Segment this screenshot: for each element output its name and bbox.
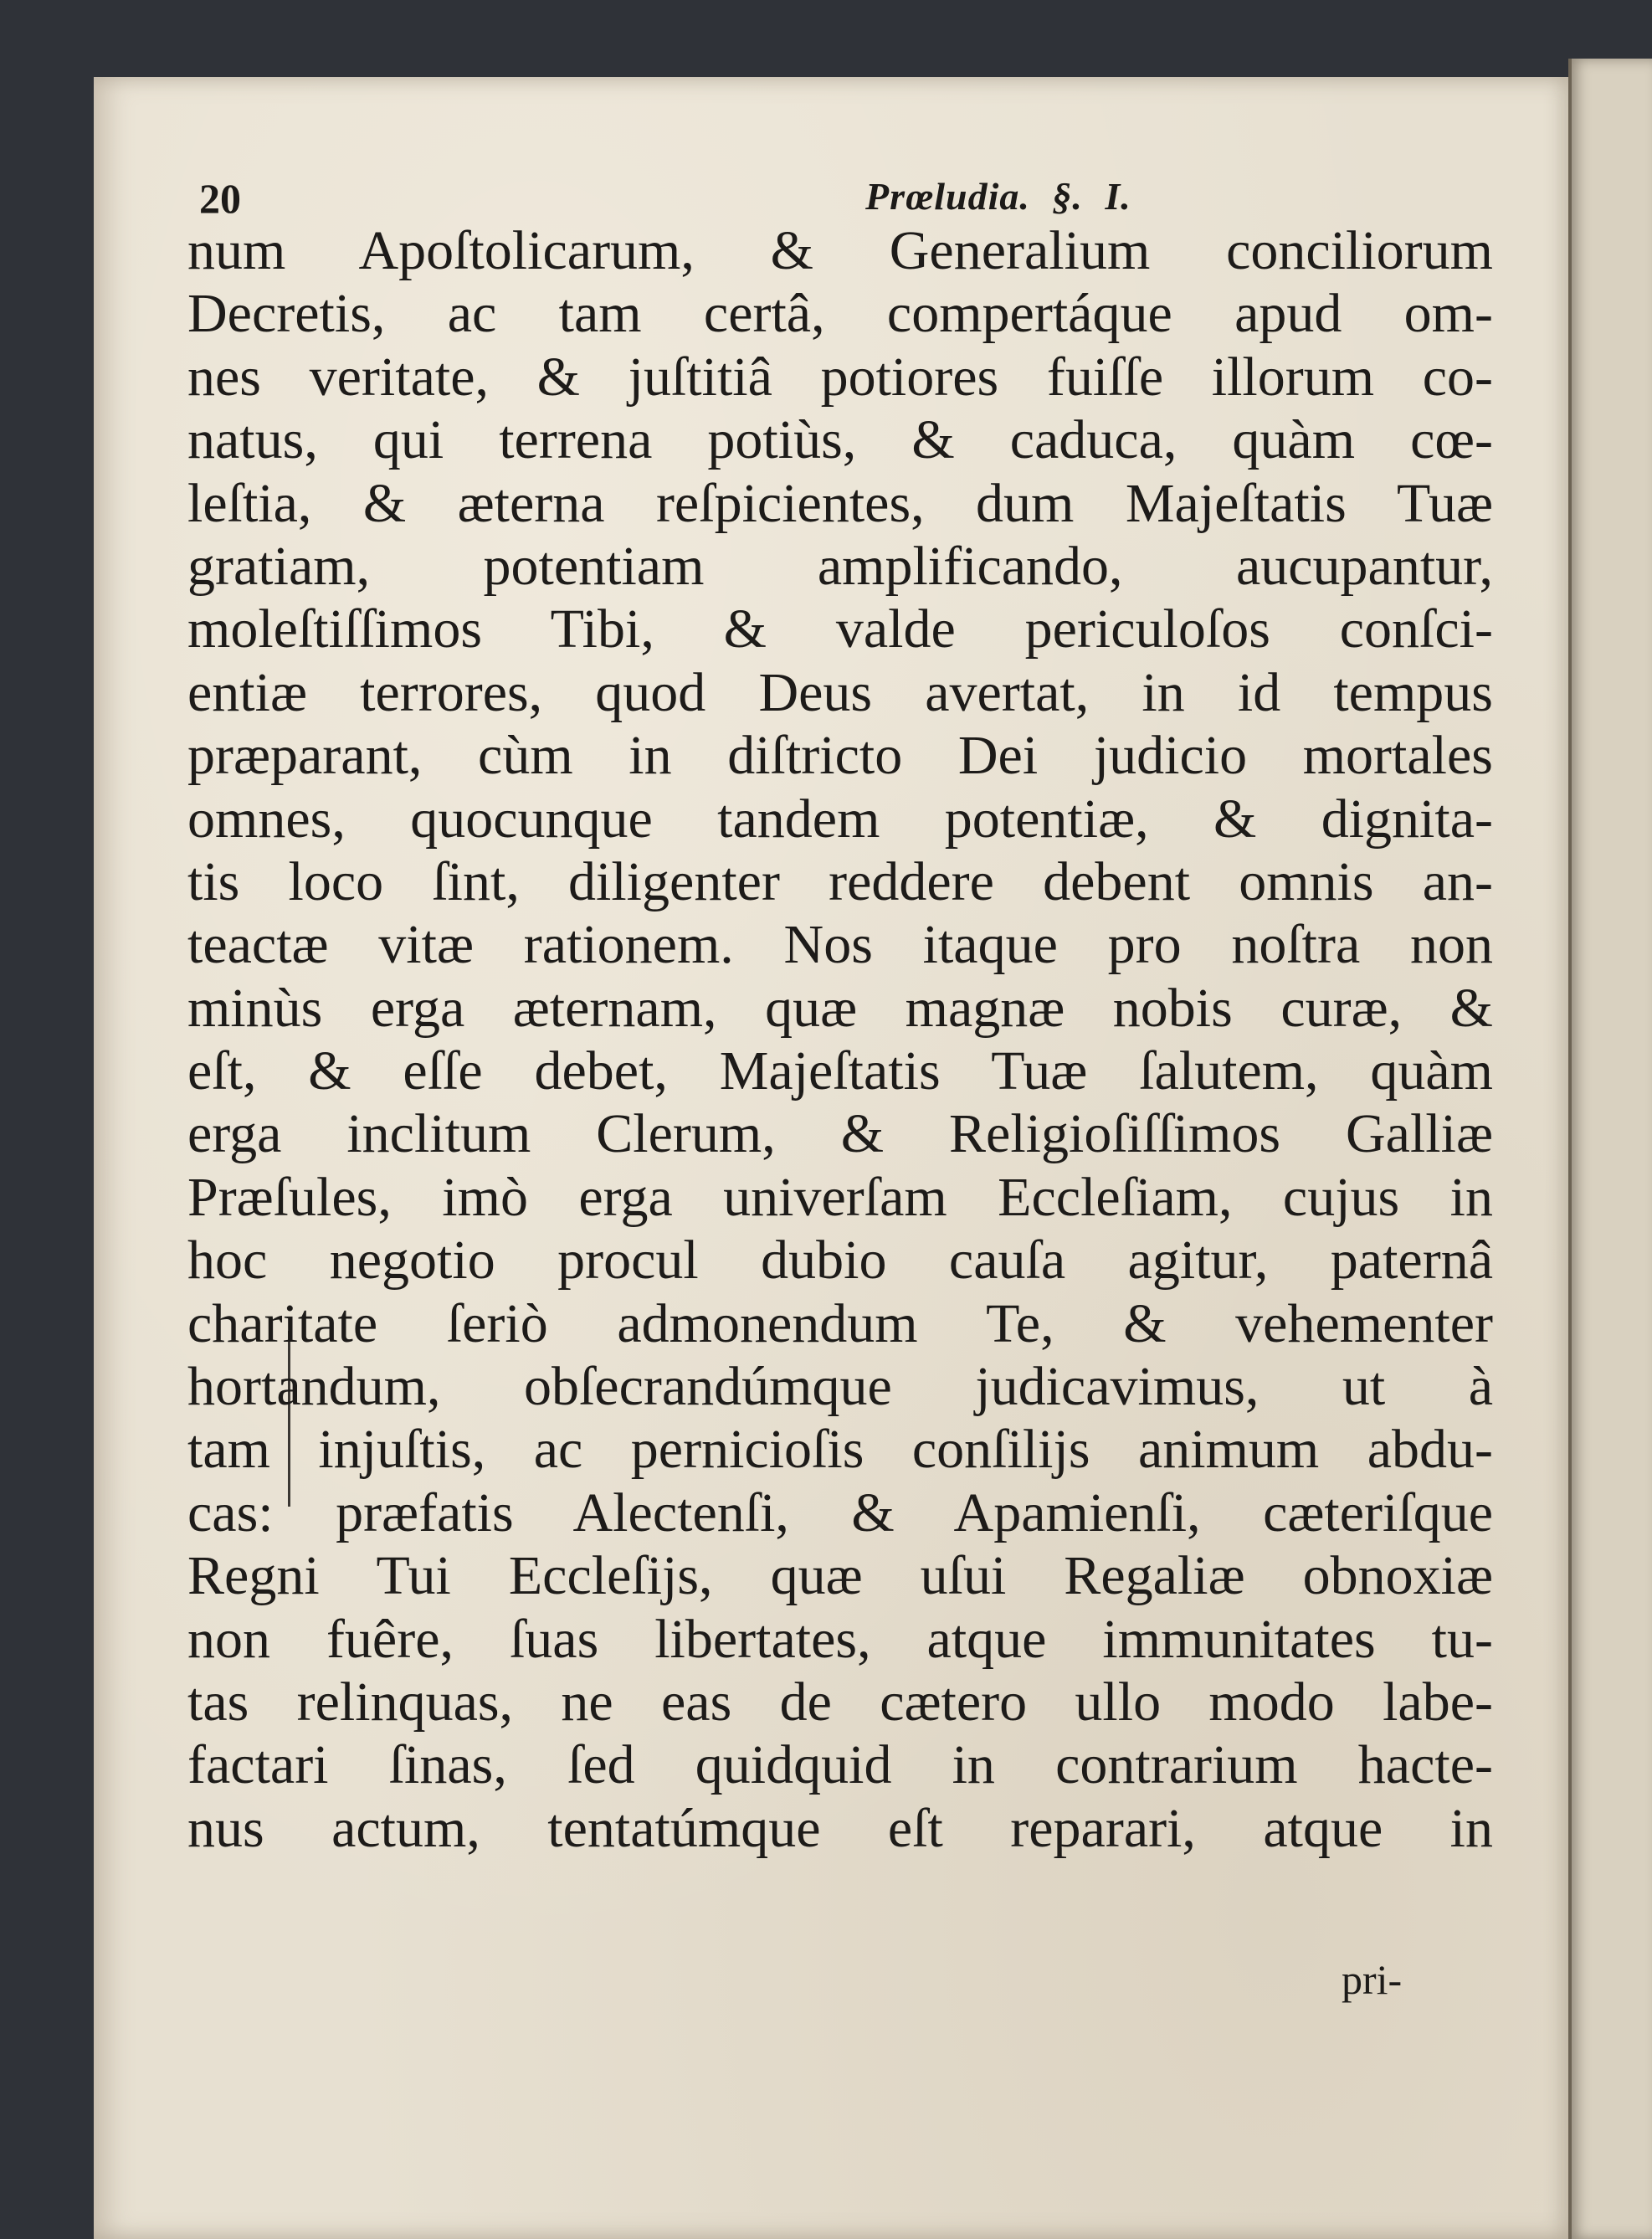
text-line: non fuêre, ſuas libertates, atque immunitates tu-	[187, 1608, 1493, 1670]
text-line: Præſules, imò erga univerſam Eccleſiam, cujus in	[187, 1166, 1493, 1228]
text-line: tam injuſtis, ac pernicioſis conſilijs animum abdu-	[187, 1419, 1493, 1481]
text-line: Decretis, ac tam certâ, compertáque apud om-	[187, 283, 1493, 345]
text-line: hortandum, obſecrandúmque judicavimus, ut à	[187, 1356, 1493, 1418]
running-head	[865, 174, 1143, 218]
text-line: nes veritate, & juſtitiâ potiores fuiſſe illorum co-	[187, 346, 1493, 408]
text-line: leſtia, & æterna reſpicientes, dum Majeſtatis Tuæ	[187, 472, 1493, 534]
text-line: Regni Tui Eccleſijs, quæ uſui Regaliæ obnoxiæ	[187, 1545, 1493, 1607]
text-line: teactæ vitæ rationem. Nos itaque pro noſtra non	[187, 914, 1493, 976]
section-number: I.	[1105, 175, 1131, 218]
text-line: erga inclitum Clerum, & Religioſiſſimos Galliæ	[187, 1103, 1493, 1165]
text-line: natus, qui terrena potiùs, & caduca, quàm cœ-	[187, 409, 1493, 471]
text-line: factari ſinas, ſed quidquid in contrarium hacte-	[187, 1734, 1493, 1796]
text-line: entiæ terrores, quod Deus avertat, in id tempus	[187, 661, 1493, 723]
page-header	[199, 174, 1471, 224]
text-line: cas: præfatis Alectenſi, & Apamienſi, cæteriſque	[187, 1482, 1493, 1543]
gutter-fold	[1568, 59, 1572, 2239]
text-line: num Apoſtolicarum, & Generalium conciliorum	[187, 220, 1493, 281]
text-line: tis loco ſint, diligenter reddere debent omnis an-	[187, 850, 1493, 912]
page-number: 20	[199, 175, 241, 222]
running-head-title: Prœludia.	[865, 175, 1030, 218]
text-line: tas relinquas, ne eas de cætero ullo modo labe-	[187, 1671, 1493, 1733]
text-line: nus actum, tentatúmque eſt reparari, atque in	[187, 1797, 1493, 1859]
catchword: pri-	[1342, 1956, 1403, 2003]
text-line: eſt, & eſſe debet, Majeſtatis Tuæ ſalutem, quàm	[187, 1040, 1493, 1102]
text-line: hoc negotio procul dubio cauſa agitur, paternâ	[187, 1230, 1493, 1292]
section-mark: §.	[1052, 175, 1083, 218]
text-line: gratiam, potentiam amplificando, aucupantur,	[187, 535, 1493, 597]
adjacent-page-edge	[1568, 59, 1652, 2239]
text-line: charitate ſeriò admonendum Te, & vehementer	[187, 1292, 1493, 1354]
text-line: omnes, quocunque tandem potentiæ, & dignita-	[187, 788, 1493, 850]
text-line: minùs erga æternam, quæ magnæ nobis curæ, &	[187, 977, 1493, 1039]
text-line: moleſtiſſimos Tibi, & valde periculoſos conſci-	[187, 598, 1493, 660]
body-text	[187, 219, 1493, 1860]
text-line: præparant, cùm in diſtricto Dei judicio mortales	[187, 725, 1493, 787]
